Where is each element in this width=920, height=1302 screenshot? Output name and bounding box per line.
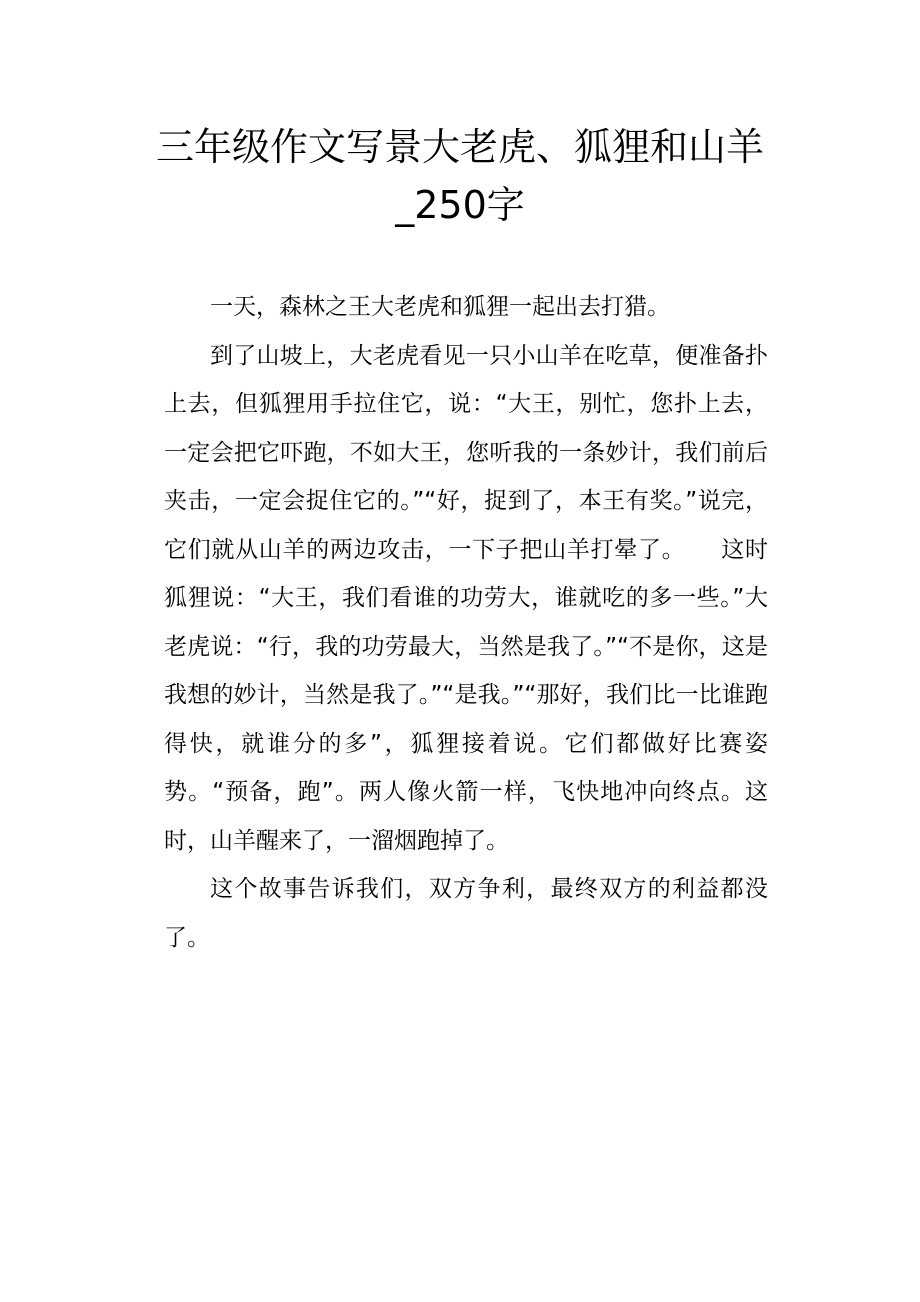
paragraph-2: 到了山坡上，大老虎看见一只小山羊在吃草，便准备扑上去，但狐狸用手拉住它，说：“大王，别忙，您扑上去，一定会把它吓跑，不如大王，您听我的一条妙计，我们前后夹击，一定会捉住它的。”“好，捉到了，本王有奖。”说完，它们就从山羊的两边攻击，一下子把山羊打晕了。 这时狐狸说：“大王，我们看谁的功劳大，谁就吃的多一些。”大老虎说：“行，我的功劳最大，当然是我了。”“不是你，这是我想的妙计，当然是我了。”“是我。”“那好，我们比一比谁跑得快，就谁分的多”，狐狸接着说。它们都做好比赛姿势。“预备，跑”。两人像火箭一样，飞快地冲向终点。这时，山羊醒来了，一溜烟跑掉了。 xyxy=(164,342,768,854)
document-title: 三年级作文写景大老虎、狐狸和山羊_250字 xyxy=(155,125,764,227)
paragraph-3: 这个故事告诉我们，双方争利，最终双方的利益都没了。 xyxy=(164,876,768,951)
paragraph-1: 一天，森林之王大老虎和狐狸一起出去打猎。 xyxy=(210,294,670,320)
document-body xyxy=(164,283,768,962)
